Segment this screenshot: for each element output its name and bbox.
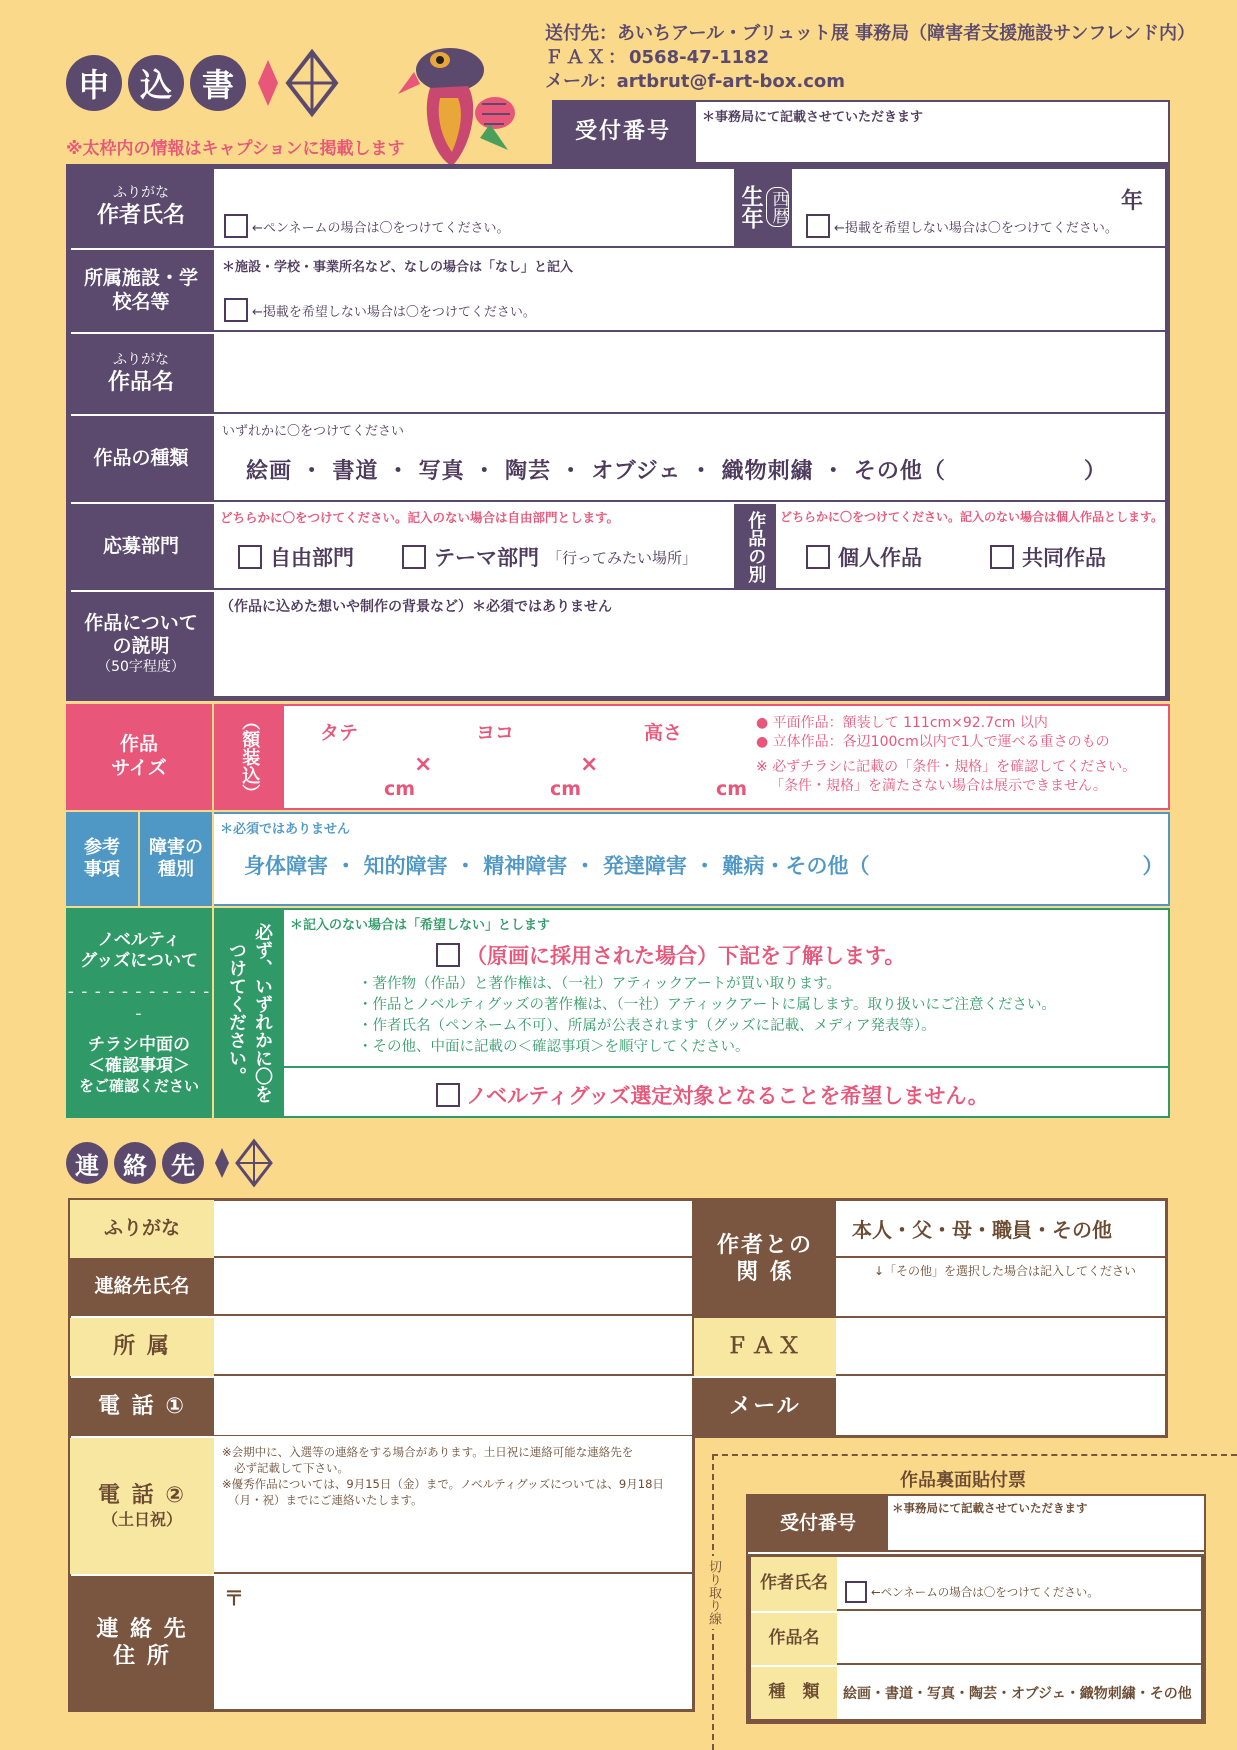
tag-type-label: 種 類 [751, 1667, 837, 1719]
dest-label: 送付先： [545, 23, 617, 44]
relation-note: ↓「その他」を選択した場合は記入してください [874, 1264, 1137, 1278]
must-label: 必ず、いずれかに〇をつけてください。 [214, 908, 284, 1118]
mail-label: メール： [545, 71, 617, 92]
contact-name-field[interactable] [214, 1258, 692, 1316]
contact-address-label: 連 絡 先 住 所 [70, 1576, 214, 1710]
reception-label: 受付番号 [552, 100, 694, 164]
size-tate: タテ [320, 722, 359, 744]
dept-theme-sub: 「行ってみたい場所」 [547, 548, 698, 567]
contact-tel1-label: 電 話 ① [70, 1378, 214, 1436]
novelty-agree: （原画に採用された場合）下記を了解します。 [466, 944, 906, 968]
dept-note: どちらかに〇をつけてください。記入のない場合は自由部門とします。 [220, 510, 620, 525]
cut-line-label: 切り取り線 [704, 1556, 723, 1629]
dept-field [214, 504, 734, 590]
novelty-bullets: ・著作物（作品）と著作権は、（一社）アティックアートが買い取ります。 ・作品とノベルティグッズの著作権は、（一社）アティックアートに属します。取り扱いにご注意ください。 ・作者氏名（ペンネーム不可）、所属が公表されます（グッズに記載、メディア発表等）。 ・その他、中面に記載の＜確認事項＞を順守してください。 [358, 976, 1057, 1055]
contact-affil-field[interactable] [214, 1318, 692, 1376]
ref-note: ＊必須ではありません [220, 822, 351, 837]
dept-label: 応募部門 [68, 504, 214, 590]
work-title-field[interactable] [214, 334, 1165, 414]
size-taka: 高さ [644, 722, 683, 744]
novelty-decline-checkbox[interactable] [436, 1083, 460, 1107]
birth-note: ←掲載を希望しない場合は〇をつけてください。 [834, 220, 1118, 236]
dept-free-checkbox[interactable] [238, 545, 262, 569]
contact-tel2-field[interactable] [214, 1438, 692, 1574]
size-rules: ● 平面作品：額装して 111cm×92.7cm 以内 ● 立体作品：各辺100cm以内で1人で運べる重さのもの ※ 必ずチラシに記載の「条件・規格」を確認してください。 「条件・規格」を満たさない場合は展示できません。 [756, 715, 1137, 794]
size-cm-2: cm [550, 778, 582, 800]
contact-mail-field[interactable] [836, 1378, 1165, 1436]
relation-label: 作者との 関 係 [692, 1200, 836, 1318]
birth-year-unit: 年 [1120, 189, 1143, 214]
kind-group-label: 共同作品 [1022, 546, 1106, 570]
tag-reception-field[interactable] [888, 1496, 1204, 1552]
desc-field[interactable] [214, 592, 1165, 696]
kind-field [776, 504, 1165, 590]
diamond-icon [252, 48, 342, 118]
tag-title: 作品裏面貼付票 [900, 1470, 1026, 1491]
desc-label: 作品について の説明 （50字程度） [68, 592, 214, 696]
mail-value[interactable]: artbrut@f-art-box.com [616, 71, 846, 92]
disab-field[interactable] [214, 812, 1170, 906]
reception-note: ＊事務局にて記載させていただきます [702, 110, 924, 125]
disab-label: 障害の種別 [140, 812, 212, 906]
tag-work-label: 作品名 [751, 1613, 837, 1665]
kind-solo-checkbox[interactable] [806, 545, 830, 569]
size-yoko: ヨコ [476, 722, 515, 744]
reception-field[interactable] [694, 100, 1170, 164]
work-type-note: いずれかに〇をつけてください [222, 424, 405, 439]
kind-note: どちらかに〇をつけてください。記入のない場合は個人作品とします。 [780, 510, 1164, 524]
contact-ruby-field[interactable] [214, 1200, 692, 1258]
tag-work-field[interactable] [837, 1613, 1201, 1665]
novelty-label: ノベルティ グッズについて - - - - - - - - - - - - チラシ中面の ＜確認事項＞ をご確認ください [66, 908, 212, 1118]
contact-tel2-label: 電 話 ② （土日祝） [70, 1438, 214, 1574]
tel2-notes: ※会期中に、入選等の連絡をする場合があります。土日祝に連絡可能な連絡先を 必ず記載して下さい。 ※優秀作品については、9月15日（金）まで。ノベルティグッズについては、9月18日 （月・祝）までにご連絡いたします。 [222, 1445, 664, 1507]
penname-checkbox[interactable] [224, 214, 248, 238]
affil-hide-checkbox[interactable] [224, 298, 248, 322]
contact-name-label: 連絡先氏名 [70, 1258, 214, 1316]
work-type-field[interactable] [214, 416, 1165, 502]
contact-mail-label: メール [692, 1378, 836, 1436]
desc-note: （作品に込めた想いや制作の背景など）＊必須ではありません [220, 599, 612, 615]
bird-illustration-icon [390, 28, 525, 168]
birth-label: 生年 西暦 [734, 166, 792, 248]
postal-mark: 〒 [224, 1586, 244, 1610]
affil-check-note: ←掲載を希望しない場合は〇をつけてください。 [252, 304, 536, 320]
dept-theme-checkbox[interactable] [402, 545, 426, 569]
contact-title [66, 1138, 274, 1188]
novelty-decline: ノベルティグッズ選定対象となることを希望しません。 [466, 1084, 989, 1108]
tag-author-field[interactable] [837, 1557, 1201, 1611]
relation-field[interactable] [836, 1200, 1165, 1318]
title-circles [66, 48, 342, 118]
tag-author-label: 作者氏名 [751, 1557, 837, 1611]
affil-label: 所属施設・学校名等 [68, 250, 214, 332]
size-cm-3: cm [716, 778, 748, 800]
penname-note: ←ペンネームの場合は〇をつけてください。 [252, 220, 510, 236]
ref-label: 参考事項 [66, 812, 138, 906]
title-char: 申 [66, 55, 122, 111]
tag-penname-note: ←ペンネームの場合は〇をつけてください。 [871, 1585, 1099, 1599]
contact-address-field[interactable] [214, 1576, 692, 1710]
contact-ruby-label: ふりがな [70, 1200, 214, 1258]
dest-value: あいちアール・ブリュット展 事務局（障害者支援施設サンフレンド内） [617, 23, 1196, 44]
novelty-agree-checkbox[interactable] [436, 943, 460, 967]
tag-reception-label: 受付番号 [748, 1496, 888, 1552]
dept-theme-label: テーマ部門 [434, 546, 539, 570]
diamond-icon [210, 1138, 274, 1188]
size-field[interactable] [284, 704, 1170, 810]
affil-field[interactable] [214, 250, 1165, 332]
kind-label: 作品の別 [734, 504, 776, 590]
tag-penname-checkbox[interactable] [845, 1581, 867, 1603]
fax-label: ＦＡＸ： [545, 47, 629, 68]
size-x-2: × [580, 752, 599, 777]
novelty-note: ＊記入のない場合は「希望しない」とします [290, 918, 551, 933]
title-char: 書 [190, 55, 246, 111]
size-cm-1: cm [384, 778, 416, 800]
kind-group-checkbox[interactable] [990, 545, 1014, 569]
novelty-field [284, 908, 1170, 1118]
birth-field[interactable] [792, 166, 1165, 248]
birth-hide-checkbox[interactable] [806, 214, 830, 238]
author-label: ふりがな 作者氏名 [68, 166, 214, 248]
tag-type-options[interactable]: 絵画・書道・写真・陶芸・オブジェ・織物刺繍・その他 [843, 1686, 1192, 1702]
tag-reception-note: ＊事務局にて記載させていただきます [892, 1501, 1088, 1515]
work-title-label: ふりがな 作品名 [68, 334, 214, 414]
affil-note: ＊施設・学校・事業所名など、なしの場合は「なし」と記入 [222, 260, 574, 275]
work-type-label: 作品の種類 [68, 416, 214, 502]
contact-title-char: 連 [66, 1142, 108, 1184]
size-x-1: × [414, 752, 433, 777]
author-field[interactable] [214, 166, 734, 248]
work-type-options[interactable]: 絵画 ・ 書道 ・ 写真 ・ 陶芸 ・ オブジェ ・ 織物刺繍 ・ その他（ ） [246, 459, 1107, 484]
contact-tel1-field[interactable] [214, 1378, 692, 1436]
kind-solo-label: 個人作品 [838, 546, 922, 570]
dept-free-label: 自由部門 [270, 546, 354, 570]
contact-title-char: 先 [162, 1142, 204, 1184]
relation-options[interactable]: 本人・父・母・職員・その他 [852, 1218, 1112, 1242]
fax-value: 0568-47-1182 [629, 47, 770, 68]
contact-affil-label: 所 属 [70, 1318, 214, 1376]
size-label: 作品 サイズ [66, 704, 212, 810]
caption-note: ※太枠内の情報はキャプションに掲載します [66, 139, 405, 159]
size-frame-label: （額装込） [214, 704, 284, 810]
contact-title-char: 絡 [114, 1142, 156, 1184]
contact-fax-field[interactable] [836, 1318, 1165, 1376]
contact-fax-label: ＦＡＸ [692, 1318, 836, 1376]
tag-type-field[interactable] [837, 1667, 1201, 1719]
title-char: 込 [128, 55, 184, 111]
disab-options[interactable]: 身体障害 ・ 知的障害 ・ 精神障害 ・ 発達障害 ・ 難病・その他（ ） [244, 854, 1164, 878]
send-info [545, 22, 1195, 94]
